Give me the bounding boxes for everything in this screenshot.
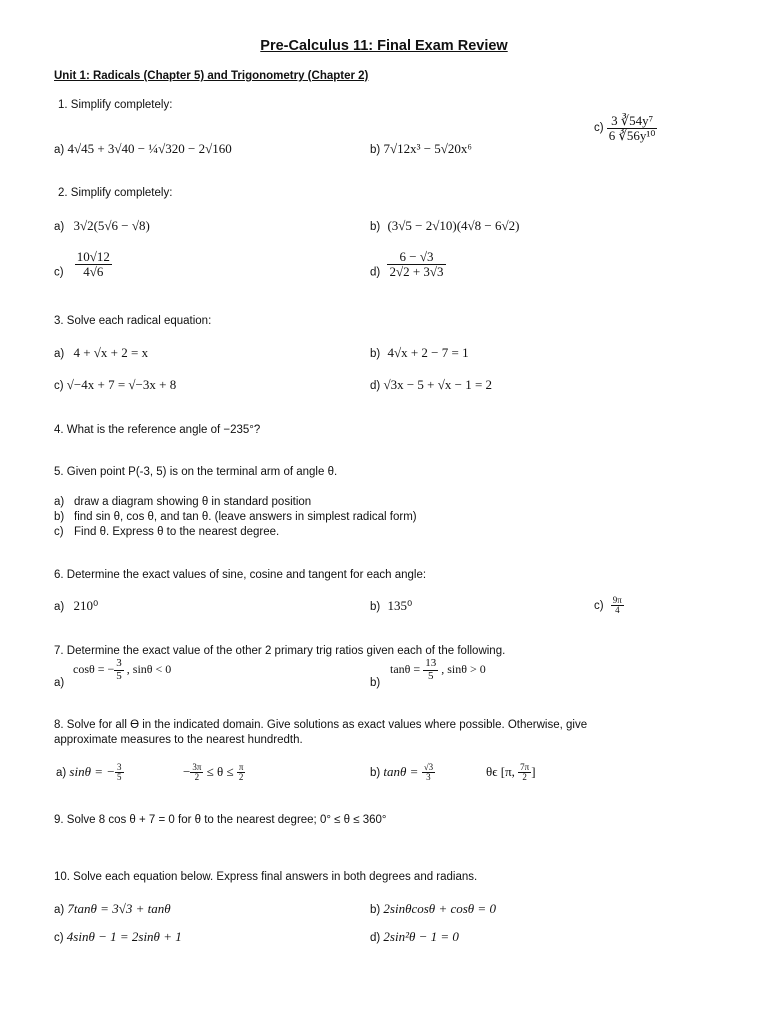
q3-part-c [54, 377, 176, 393]
q10-b-label: b) [370, 904, 384, 916]
q7-a-fraction [114, 658, 124, 682]
q3-b-label: b) [370, 348, 381, 360]
q8-b-domain-post: ] [531, 763, 536, 779]
q6-part-a [54, 598, 98, 614]
q6-c-denominator: 4 [615, 605, 620, 616]
q1-part-a [54, 141, 232, 157]
q8-a-domain-minus: − [183, 763, 191, 779]
q2-a-label: a) [54, 221, 65, 233]
question-4-prompt: 4. What is the reference angle of −235°? [54, 424, 261, 436]
question-1-prompt: 1. Simplify completely: [58, 99, 173, 111]
q8-b-label: b) [370, 766, 384, 779]
question-5-prompt: 5. Given point P(-3, 5) is on the terminal arm of angle θ. [54, 466, 338, 478]
q2-c-fraction [75, 250, 112, 278]
q1-c-denominator: 6 ∛56y¹⁰ [608, 127, 656, 143]
q8-part-a [56, 763, 124, 783]
q2-c-numerator: 10√12 [76, 249, 110, 264]
q2-part-d [370, 250, 446, 278]
q8-a-label: a) [56, 766, 70, 779]
q2-b-label: b) [370, 221, 381, 233]
q8-a-domain-upper-den: 2 [238, 772, 244, 783]
q3-c-expression: √−4x + 7 = √−3x + 8 [66, 377, 177, 392]
q8-b-domain-num: 7π [520, 762, 530, 772]
question-3-prompt: 3. Solve each radical equation: [54, 315, 212, 327]
q2-d-fraction [387, 250, 445, 278]
q3-part-d [370, 377, 492, 393]
q6-part-c [594, 596, 624, 616]
q1-c-numerator: 3 ∛54y⁷ [607, 114, 658, 129]
q8-a-domain [183, 763, 245, 783]
q3-a-expression: 4 + √x + 2 = x [73, 345, 149, 360]
q7-b-numerator: 13 [425, 657, 437, 669]
q10-c-label: c) [54, 932, 67, 944]
q8-a-domain-upper-num: π [238, 762, 244, 772]
q8-b-domain-fraction [518, 763, 531, 783]
q7-a-pre: cosθ = − [73, 662, 115, 677]
page-title: Pre-Calculus 11: Final Exam Review [260, 38, 508, 54]
q7-b-label: b) [370, 677, 381, 689]
unit-heading: Unit 1: Radicals (Chapter 5) and Trigonometry (Chapter 2) [54, 70, 369, 82]
q2-c-denominator: 4√6 [83, 263, 104, 279]
q1-part-c [594, 114, 657, 142]
q2-d-label: d) [370, 266, 381, 279]
q3-part-b [370, 345, 469, 361]
q10-a-label: a) [54, 904, 68, 916]
q10-d-expression: 2sin²θ − 1 = 0 [383, 929, 459, 944]
q6-b-label: b) [370, 601, 381, 613]
q6-b-expression: 135⁰ [387, 598, 413, 613]
q8-b-denominator: 3 [426, 772, 431, 783]
q3-d-expression: √3x − 5 + √x − 1 = 2 [383, 377, 493, 392]
q8-b-domain [486, 763, 536, 783]
q10-a-expression: 7tanθ = 3√3 + tanθ [67, 901, 171, 916]
q7-a-numerator: 3 [116, 657, 122, 669]
q7-a-post: , sinθ < 0 [123, 662, 172, 677]
q2-part-c [54, 250, 112, 278]
question-8-prompt-line-1: 8. Solve for all ϴ in the indicated domain. Give solutions as exact values where possible. Otherwise, give [54, 719, 588, 731]
question-9-prompt: 9. Solve 8 cos θ + 7 = 0 for θ to the nearest degree; 0° ≤ θ ≤ 360° [54, 814, 387, 826]
q6-part-b [370, 598, 412, 614]
q7-a-denominator: 5 [116, 669, 122, 682]
q1-c-fraction [607, 114, 658, 142]
q5-c-label: c) [54, 526, 64, 538]
q10-part-b [370, 901, 496, 917]
q5-b-label: b) [54, 511, 65, 523]
q10-part-d [370, 929, 459, 945]
q1-a-label: a) [54, 144, 65, 156]
question-6-prompt: 6. Determine the exact values of sine, cosine and tangent for each angle: [54, 569, 427, 581]
question-7-prompt: 7. Determine the exact value of the other 2 primary trig ratios given each of the following. [54, 645, 506, 657]
q10-b-expression: 2sinθcosθ + cosθ = 0 [383, 901, 496, 916]
q10-c-expression: 4sinθ − 1 = 2sinθ + 1 [66, 929, 182, 944]
q8-a-denominator: 5 [117, 772, 122, 783]
q5-item-b [54, 511, 417, 523]
q7-b-post: , sinθ > 0 [438, 662, 486, 677]
q2-c-label: c) [54, 266, 64, 279]
q3-a-label: a) [54, 348, 65, 360]
q6-a-expression: 210⁰ [73, 598, 99, 613]
q5-a-label: a) [54, 496, 65, 508]
q2-a-expression: 3√2(5√6 − √8) [73, 218, 150, 233]
q8-a-domain-lower-den: 2 [194, 772, 200, 783]
q8-a-numerator: 3 [117, 762, 122, 772]
q7-part-b [390, 658, 486, 682]
q7-b-fraction [423, 658, 438, 682]
q7-a-label: a) [54, 677, 65, 689]
q1-a-expression: 4√45 + 3√40 − ¼√320 − 2√160 [67, 141, 232, 156]
q8-a-pre: sinθ = − [69, 763, 116, 779]
q8-a-domain-lower-num: 3π [192, 762, 202, 772]
question-2-prompt: 2. Simplify completely: [58, 187, 173, 199]
q8-b-pre: tanθ = [383, 763, 422, 779]
q7-part-a [73, 658, 171, 682]
q2-d-denominator: 2√2 + 3√3 [389, 263, 444, 279]
q3-d-label: d) [370, 380, 381, 392]
q7-b-denominator: 5 [427, 669, 434, 682]
question-10-prompt: 10. Solve each equation below. Express final answers in both degrees and radians. [54, 871, 478, 883]
q8-b-fraction [422, 763, 435, 783]
q8-a-fraction [115, 763, 124, 783]
q3-part-a [54, 345, 148, 361]
q7-b-pre: tanθ = [390, 662, 424, 677]
q1-b-expression: 7√12x³ − 5√20x⁶ [383, 141, 472, 156]
q8-b-domain-den: 2 [522, 772, 527, 783]
q2-part-a [54, 218, 150, 234]
q6-c-label: c) [594, 599, 604, 612]
q5-a-text: draw a diagram showing θ in standard position [74, 496, 312, 508]
q8-b-domain-pre: θϵ [π, [486, 763, 519, 779]
q3-c-label: c) [54, 380, 64, 392]
q6-c-numerator: 9π [612, 595, 622, 605]
q5-item-c [54, 526, 280, 538]
question-8-prompt-line-2: approximate measures to the nearest hundredth. [54, 734, 303, 746]
q8-a-domain-upper [237, 763, 246, 783]
q1-b-label: b) [370, 144, 381, 156]
q1-part-b [370, 141, 472, 157]
q2-part-b [370, 218, 519, 234]
q8-a-domain-lower [190, 763, 203, 783]
q5-c-text: Find θ. Express θ to the nearest degree. [74, 526, 280, 538]
q1-c-label: c) [594, 122, 604, 135]
q5-item-a [54, 496, 312, 508]
q6-c-fraction [611, 596, 624, 616]
q10-part-c [54, 929, 182, 945]
q5-b-text: find sin θ, cos θ, and tan θ. (leave answers in simplest radical form) [74, 511, 417, 523]
q8-a-domain-mid: ≤ θ ≤ [203, 763, 237, 779]
q10-d-label: d) [370, 932, 384, 944]
q2-d-numerator: 6 − √3 [387, 250, 445, 265]
q8-part-b [370, 763, 435, 783]
q8-b-numerator: √3 [423, 762, 434, 772]
q3-b-expression: 4√x + 2 − 7 = 1 [387, 345, 469, 360]
q6-a-label: a) [54, 601, 65, 613]
q2-b-expression: (3√5 − 2√10)(4√8 − 6√2) [387, 218, 520, 233]
q10-part-a [54, 901, 171, 917]
